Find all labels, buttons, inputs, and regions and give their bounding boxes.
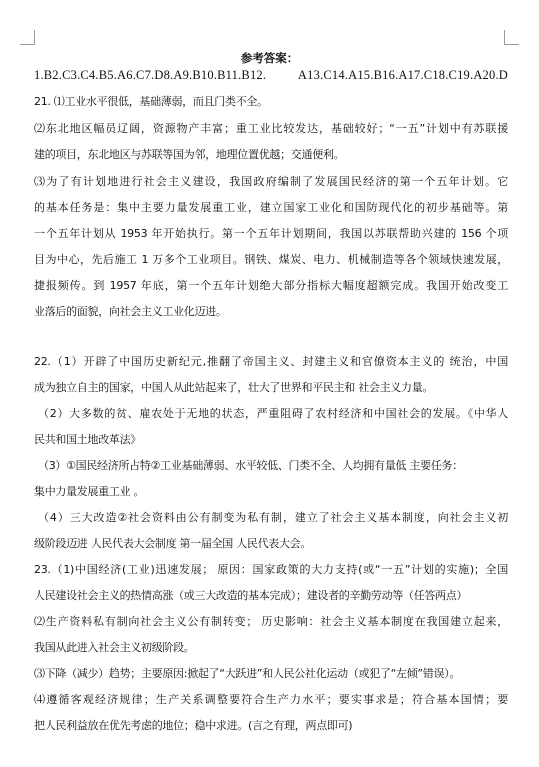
q21-part3-line2: 的基本任务是：集中主要力量发展重工业，建立国家工业化和国防现代化的初步基础等。第 bbox=[34, 201, 508, 214]
q22-part3-line1: （3）①国民经济所占特②工业基础薄弱、水平较低、门类不全、人均拥有量低 主要任务： bbox=[38, 459, 463, 472]
q22-part1-line2: 成为独立自主的国家，中国人从此站起来了，壮大了世界和平民主和 社会主义力量。 bbox=[34, 381, 434, 394]
q21-part3-line3: 一个五年计划从 1953 年开始执行。第一个五年计划期间，我国以苏联帮助兴建的 156 个项 bbox=[34, 227, 508, 240]
page-corner-mark-left bbox=[20, 30, 35, 45]
q22-part2-line2: 民共和国土地改革法》 bbox=[34, 433, 141, 446]
q21-part2-line2: 建的项目，东北地区与苏联等国为邻，地理位置优越；交通便利。 bbox=[34, 148, 345, 161]
q21-part3-line1: ⑶为了有计划地进行社会主义建设，我国政府编制了发展国民经济的第一个五年计划。它 bbox=[34, 175, 508, 188]
answer-key-line: 1.B2.C3.C4.B5.A6.C7.D8.A9.B10.B11.B12. A13.C14.A15.B16.A17.C18.C19.A20.D bbox=[34, 68, 508, 82]
q22-part3-line2: 集中力量发展重工业 。 bbox=[34, 485, 145, 498]
document-title: 参考答案： bbox=[240, 51, 299, 65]
q22-part4-line1: （4）三大改造②社会资料由公有制变为私有制，建立了社会主义基本制度，向社会主义初 bbox=[38, 511, 508, 524]
q23-part4-line2: 把人民利益放在优先考虑的地位；稳中求进。(言之有理，两点即可) bbox=[34, 719, 353, 732]
page-corner-mark-right bbox=[504, 30, 519, 45]
q23-part3: ⑶下降（减少）趋势；主要原因:掀起了“大跃进”和人民公社化运动（或犯了“左倾”错误）。 bbox=[34, 667, 461, 680]
q21-part3-line5: 捷报频传。到 1957 年底，第一个五年计划绝大部分指标大幅度超额完成。我国开始改变工 bbox=[34, 279, 508, 292]
q23-part1-line2: 人民建设社会主义的热情高涨（或三大改造的基本完成）；建设者的辛勤劳动等（任答两点） bbox=[34, 589, 468, 602]
q23-part4-line1: ⑷遵循客观经济规律；生产关系调整要符合生产力水平；要实事求是；符合基本国情；要 bbox=[34, 693, 508, 706]
q21-part2-line1: ⑵东北地区幅员辽阔，资源物产丰富；重工业比较发达，基础较好；“一五”计划中有苏联援 bbox=[34, 122, 508, 135]
q21-part1: 21. ⑴工业水平很低，基础薄弱，而且门类不全。 bbox=[34, 95, 268, 108]
q21-part3-line6: 业落后的面貌，向社会主义工业化迈进。 bbox=[34, 305, 227, 318]
q23-part2-line1: ⑵生产资料私有制向社会主义公有制转变； 历史影响：社会主义基本制度在我国建立起来， bbox=[34, 615, 508, 628]
q22-part4-line2: 级阶段迈进 人民代表大会制度 第一届全国 人民代表大会。 bbox=[34, 537, 312, 550]
q22-part1-line1: 22.（1）开辟了中国历史新纪元,推翻了帝国主义、封建主义和官僚资本主义的 统治，中国 bbox=[34, 355, 508, 368]
q21-part3-line4: 目为中心，先后施工 1 万多个工业项目。钢铁、煤炭、电力、机械制造等各个领域快速发展， bbox=[34, 253, 508, 266]
q22-part2-line1: （2）大多数的贫、雇农处于无地的状态，严重阻碍了农村经济和中国社会的发展。《中华人 bbox=[38, 407, 508, 420]
q23-part1-line1: 23.（1)中国经济(工业)迅速发展； 原因：国家政策的大力支持(或“一五”计划的实施)；全国 bbox=[34, 563, 508, 576]
q23-part2-line2: 我国从此进入社会主义初级阶段。 bbox=[34, 641, 195, 654]
